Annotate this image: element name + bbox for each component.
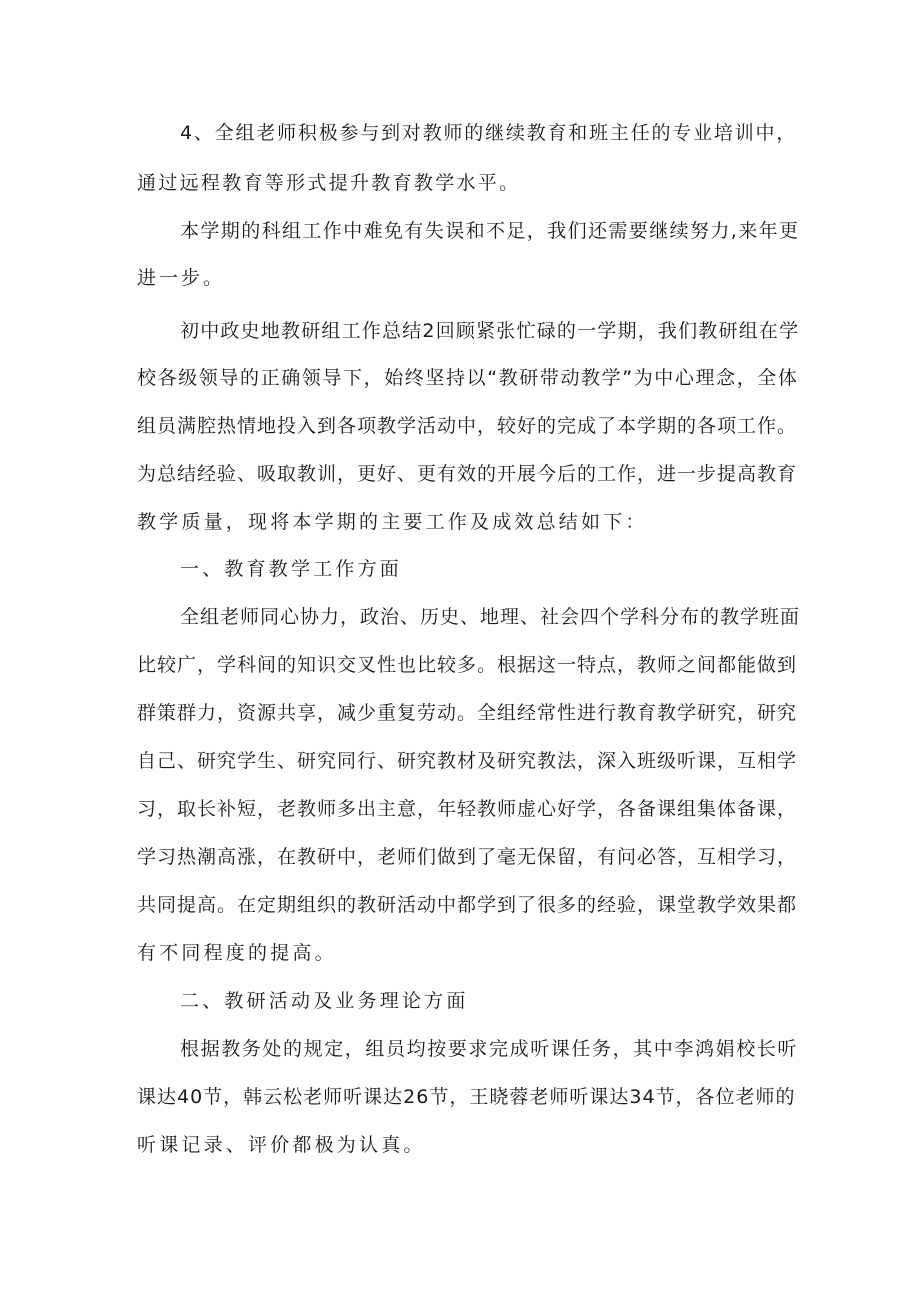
text-line: 本学期的科组工作中难免有失误和不足，我们还需要继续努力,来年更 — [180, 220, 800, 242]
text-line: 为总结经验、吸取教训，更好、更有效的开展今后的工作，进一步提高教育 — [137, 463, 798, 485]
text-line: 群策群力，资源共享，减少重复劳动。全组经常性进行教育教学研究，研究 — [137, 702, 798, 724]
text-line: 比较广，学科间的知识交叉性也比较多。根据这一特点，教师之间都能做到 — [137, 654, 798, 676]
text-line: 听课记录、评价都极为认真。 — [137, 1134, 426, 1156]
text-line: 学习热潮高涨，在教研中，老师们做到了毫无保留，有问必答，互相学习， — [137, 846, 798, 868]
section-heading: 一、教育教学工作方面 — [180, 558, 403, 580]
text-line: 共同提高。在定期组织的教研活动中都学到了很多的经验，课堂教学效果都 — [137, 894, 798, 916]
text-line: 自己、研究学生、研究同行、研究教材及研究教法，深入班级听课，互相学 — [137, 750, 798, 772]
text-line: 组员满腔热情地投入到各项教学活动中，较好的完成了本学期的各项工作。 — [137, 415, 798, 437]
text-line: 教学质量，现将本学期的主要工作及成效总结如下： — [137, 511, 648, 533]
text-line: 4、全组老师积极参与到对教师的继续教育和班主任的专业培训中， — [180, 122, 798, 144]
text-line: 初中政史地教研组工作总结2回顾紧张忙碌的一学期，我们教研组在学 — [180, 320, 800, 342]
text-line: 校各级领导的正确领导下，始终坚持以“教研带动教学”为中心理念，全体 — [137, 367, 799, 389]
text-line: 进一步。 — [137, 267, 226, 289]
text-line: 通过远程教育等形式提升教育教学水平。 — [137, 172, 521, 194]
text-line: 根据教务处的规定，组员均按要求完成听课任务，其中李鸿娟校长听 — [180, 1038, 799, 1060]
text-line: 有不同程度的提高。 — [137, 942, 337, 964]
section-heading: 二、教研活动及业务理论方面 — [180, 990, 469, 1012]
text-line: 课达40节，韩云松老师听课达26节，王晓蓉老师听课达34节，各位老师的 — [137, 1086, 796, 1108]
text-line: 全组老师同心协力，政治、历史、地理、社会四个学科分布的教学班面 — [180, 606, 801, 628]
text-line: 习，取长补短，老教师多出主意，年轻教师虚心好学，各备课组集体备课， — [137, 798, 798, 820]
